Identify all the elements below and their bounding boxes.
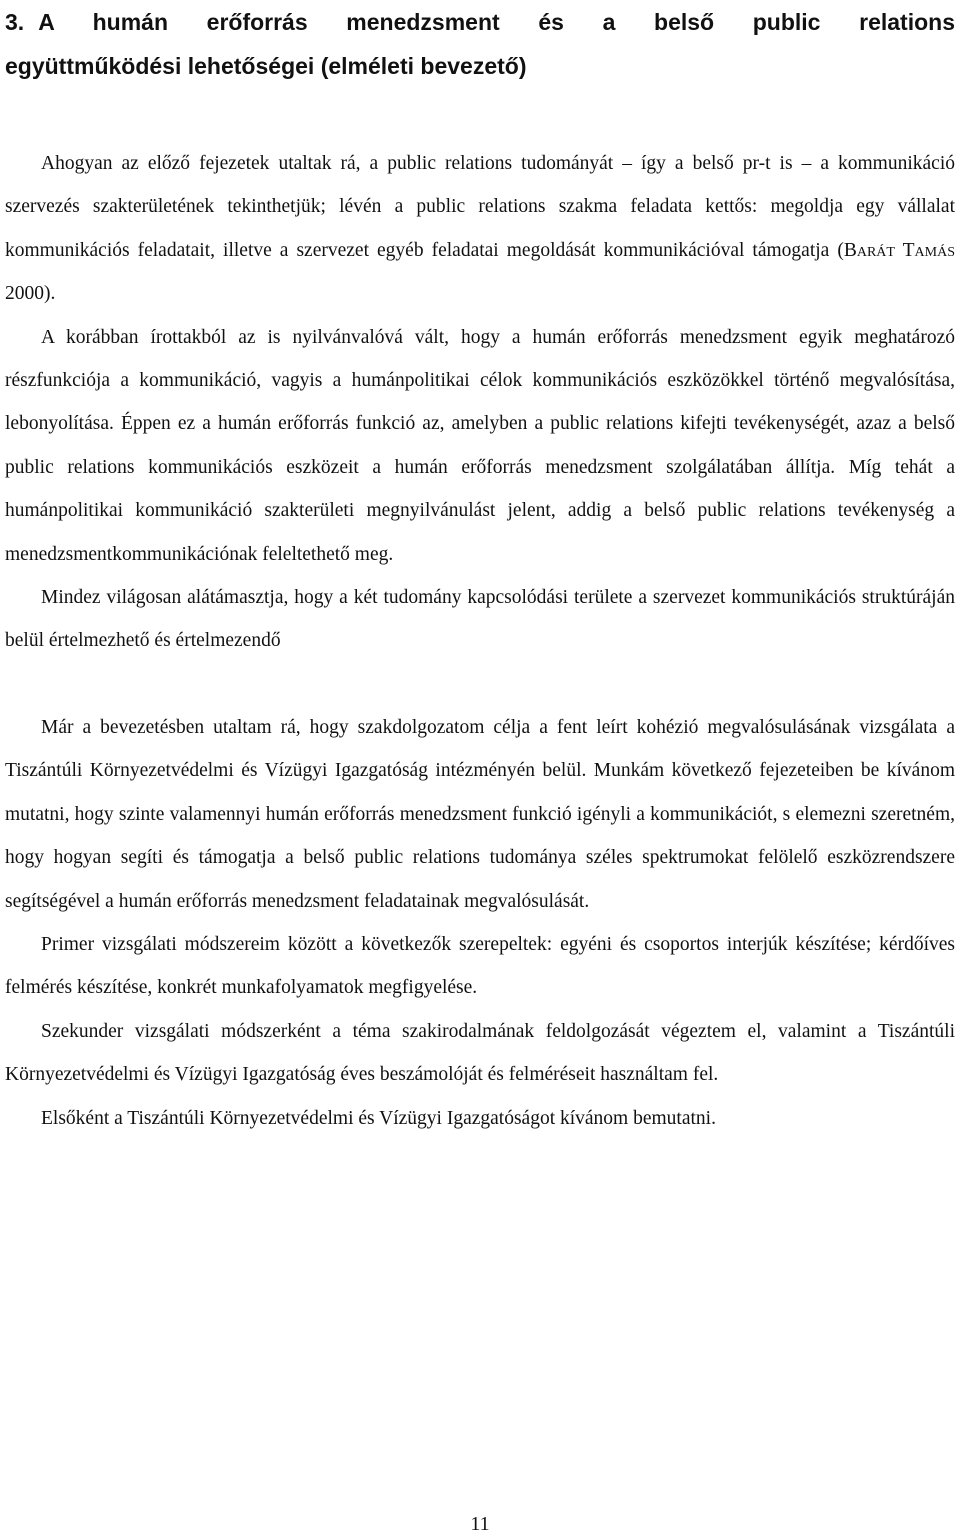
chapter-number: 3.: [5, 9, 25, 35]
paragraph-2: A korábban írottakból az is nyilvánvalóvá vált, hogy a humán erőforrás menedzsment egyik meghatározó részfunkciója a kommunikáció, vagyis a humánpolitikai célok kommunikációs eszközökkel történő megvalósítása, lebonyolítása. Éppen ez a humán erőforrás funkció az, amelyben a public relations kifejti tevékenységét, azaz a belső public relations kommunikációs eszközeit a humán erőforrás menedzsment szolgálatában állítja. Míg tehát a humánpolitikai kommunikáció szakterületi megnyilvánulást jelent, addig a belső public relations tevékenység a menedzsmentkommunikációnak feleltethető meg.: [5, 326, 955, 565]
document-body: [5, 142, 955, 1140]
chapter-heading-line-1: [5, 0, 955, 44]
paragraph-5: Primer vizsgálati módszereim között a következők szerepeltek: egyéni és csoportos interjúk készítése; kérdőíves felmérés készítése, konkrét munkafolyamatok megfigyelése.: [5, 933, 955, 999]
citation-author: Barát Tamás: [843, 239, 955, 261]
paragraph-3: Mindez világosan alátámasztja, hogy a két tudomány kapcsolódási területe a szervezet kommunikációs struktúráján belül értelmezhető és értelmezendő: [5, 587, 955, 652]
document-page: [5, 0, 955, 1140]
paragraph-1: [5, 142, 955, 316]
paragraph-gap: [5, 663, 955, 706]
paragraph-1-text-end: 2000).: [5, 283, 56, 305]
page-number: 11: [470, 1513, 490, 1535]
chapter-title-part-1: A humán erőforrás menedzsment és a belső public relations: [38, 9, 955, 35]
paragraph-4: Már a bevezetésben utaltam rá, hogy szakdolgozatom célja a fent leírt kohézió megvalósulásának vizsgálata a Tiszántúli Környezetvédelmi és Vízügyi Igazgatóság intézményén belül. Munkám következő fejezeteiben be kívánom mutatni, hogy szinte valamennyi humán erőforrás menedzsment funkció igényli a kommunikációt, s elemezni szeretném, hogy hogyan segíti és támogatja a belső public relations tudománya széles spektrumokat felölelő eszközrendszere segítségével a humán erőforrás menedzsment feladatainak megvalósulását.: [5, 716, 955, 912]
paragraph-6: Szekunder vizsgálati módszerként a téma szakirodalmának feldolgozását végeztem el, valamint a Tiszántúli Környezetvédelmi és Vízügyi Igazgatóság éves beszámolóját és felméréseit használtam fel.: [5, 1020, 955, 1086]
chapter-title-part-2: együttműködési lehetőségei (elméleti bevezető): [5, 53, 527, 79]
chapter-heading: [5, 0, 955, 88]
paragraph-7: Elsőként a Tiszántúli Környezetvédelmi és Vízügyi Igazgatóságot kívánom bemutatni.: [41, 1107, 716, 1129]
paragraph-1-text: Ahogyan az előző fejezetek utaltak rá, a public relations tudományát – így a belső pr-t is – a kommunikáció szervezés szakterületének tekinthetjük; lévén a public relations szakma feladata kettős: megoldja egy vállalat kommunikációs feladatait, illetve a szervezet egyéb feladatai megoldását kommunikációval támogatja (: [5, 153, 955, 261]
